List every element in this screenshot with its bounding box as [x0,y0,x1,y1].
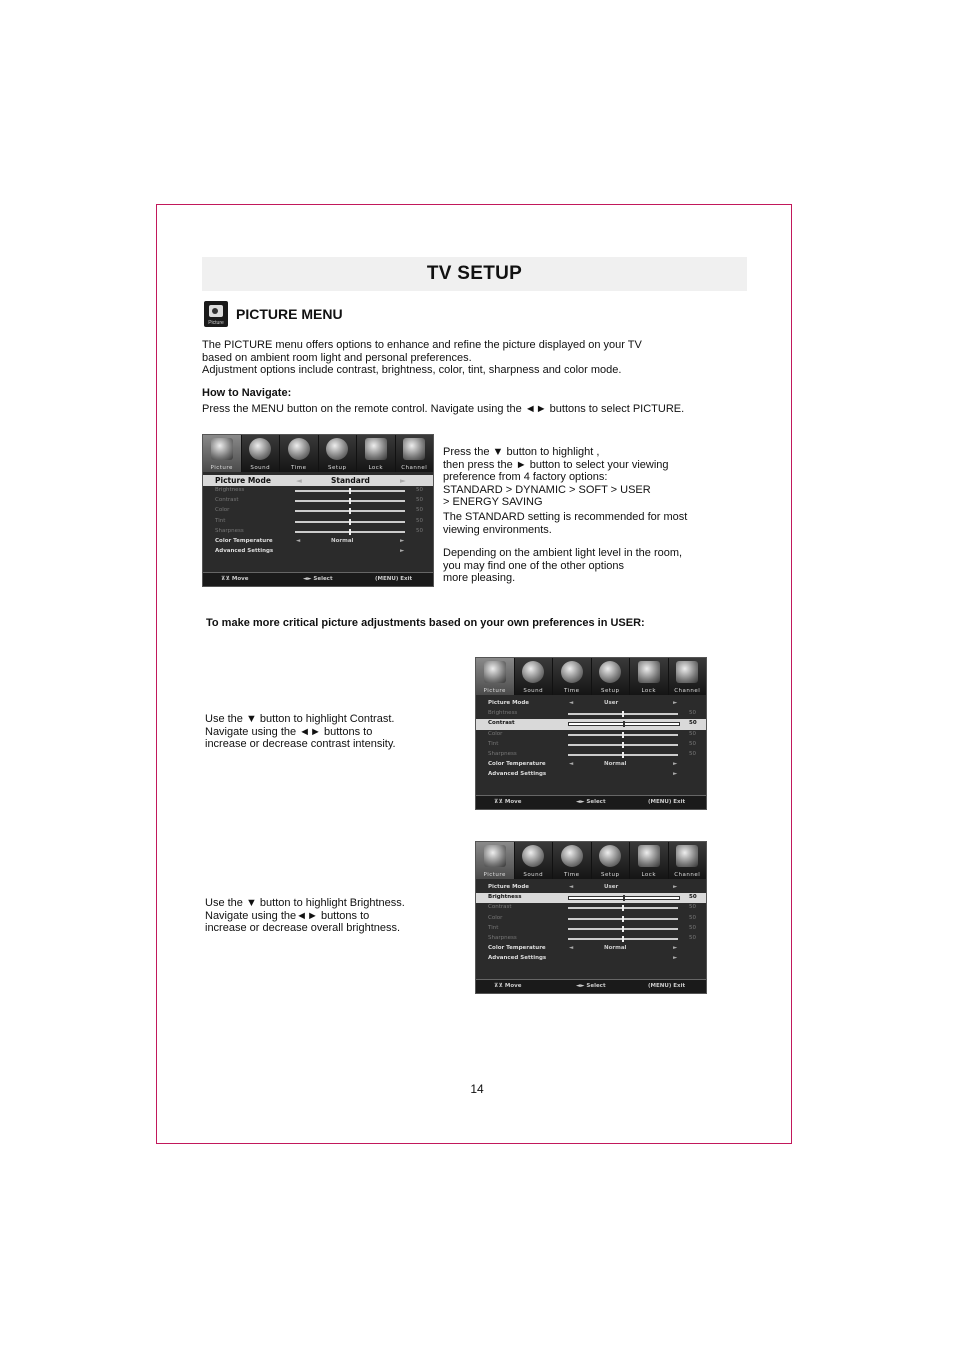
tab-sound: Sound [515,842,553,879]
menu-tabs [476,658,706,695]
menu-row-picture-mode: Picture Mode ◄ Standard ► [203,475,433,486]
menu-footer [476,795,706,809]
tab-lock: Lock [630,842,668,879]
move-hint: ⊼⊻ Move [494,799,522,805]
menu-tabs [476,842,706,879]
page-number: 14 [470,1082,484,1096]
move-hint: ⊼⊻ Move [221,576,249,582]
menu-row-color-temperature: Color Temperature ◄ Normal ► [215,537,405,544]
tab-picture: Picture [203,435,241,472]
tab-setup: Setup [592,842,630,879]
tv-menu-brightness [475,841,707,994]
select-hint: ◄► Select [576,799,606,805]
exit-hint: (MENU) Exit [648,799,686,805]
menu-row-brightness: Brightness 50 [488,710,696,717]
navigate-heading: How to Navigate: [202,387,292,399]
brightness-instructions: Use the ▼ button to highlight Brightness. Navigate using the◄► buttons to increase or decrease overall brightness. [205,897,405,935]
picture-camera-icon: Picture [204,301,228,327]
menu-row-brightness: Brightness 50 [215,487,423,493]
tab-time: Time [280,435,318,472]
section-title: PICTURE MENU [236,306,343,322]
menu-row-sharpness: Sharpness 50 [215,527,423,534]
tab-picture: Picture [476,658,514,695]
menu-row-sharpness: Sharpness 50 [488,934,696,941]
menu-footer [476,979,706,993]
menu-row-advanced-settings: Advanced Settings ► [488,955,678,962]
move-hint: ⊼⊻ Move [494,983,522,989]
menu-footer [203,572,433,586]
menu-row-brightness: Brightness 50 [476,893,706,903]
menu-row-sharpness: Sharpness 50 [488,750,696,757]
standard-note: The STANDARD setting is recommended for most viewing environments. [443,511,688,536]
tab-lock: Lock [357,435,395,472]
tab-lock: Lock [630,658,668,695]
menu-row-tint: Tint 50 [488,740,696,747]
exit-hint: (MENU) Exit [375,576,413,582]
menu-row-tint: Tint 50 [488,924,696,931]
tab-channel: Channel [669,842,707,879]
menu-row-color: Color 50 [488,730,696,737]
menu-row-color: Color 50 [488,914,696,921]
menu-row-picture-mode: Picture Mode ◄ User ► [488,700,678,706]
select-hint: ◄► Select [576,983,606,989]
tab-setup: Setup [592,658,630,695]
exit-hint: (MENU) Exit [648,983,686,989]
tab-channel: Channel [396,435,434,472]
menu-row-color: Color 50 [215,507,423,514]
menu-row-picture-mode: Picture Mode ◄ User ► [488,884,678,890]
tab-time: Time [553,842,591,879]
tab-setup: Setup [319,435,357,472]
tab-sound: Sound [242,435,280,472]
menu-row-contrast: Contrast 50 [488,904,696,911]
intro-paragraph: The PICTURE menu offers options to enhance and refine the picture displayed on your TV based on ambient room light and personal preferences. Adjustment options include contrast, brightness, color, tint, sharpness and color mode. [202,339,642,377]
contrast-instructions: Use the ▼ button to highlight Contrast. Navigate using the ◄► buttons to increase or decrease contrast intensity. [205,713,396,751]
tab-picture: Picture [476,842,514,879]
page-title: TV SETUP [202,257,747,291]
menu-row-contrast: Contrast 50 [215,497,423,504]
menu-row-color-temperature: Color Temperature ◄ Normal ► [488,945,678,952]
menu-tabs [203,435,433,472]
tv-menu-standard [202,434,434,587]
tv-menu-contrast [475,657,707,810]
mode-instructions: Press the ▼ button to highlight , then press the ► button to select your viewing preference from 4 factory options: STANDARD > DYNAMIC > SOFT > USER > ENERGY SAVING [443,446,669,509]
tab-channel: Channel [669,658,707,695]
user-heading: To make more critical picture adjustments based on your own preferences in USER: [206,617,645,629]
tab-sound: Sound [515,658,553,695]
tab-time: Time [553,658,591,695]
menu-row-contrast: Contrast 50 [476,719,706,729]
select-hint: ◄► Select [303,576,333,582]
ambient-note: Depending on the ambient light level in the room, you may find one of the other options more pleasing. [443,547,683,585]
menu-row-color-temperature: Color Temperature ◄ Normal ► [488,761,678,768]
menu-row-advanced-settings: Advanced Settings ► [488,771,678,778]
navigate-text: Press the MENU button on the remote control. Navigate using the ◄► buttons to select PICTURE. [202,403,685,415]
section-header [204,301,343,327]
menu-row-tint: Tint 50 [215,517,423,524]
menu-row-advanced-settings: Advanced Settings ► [215,548,405,555]
